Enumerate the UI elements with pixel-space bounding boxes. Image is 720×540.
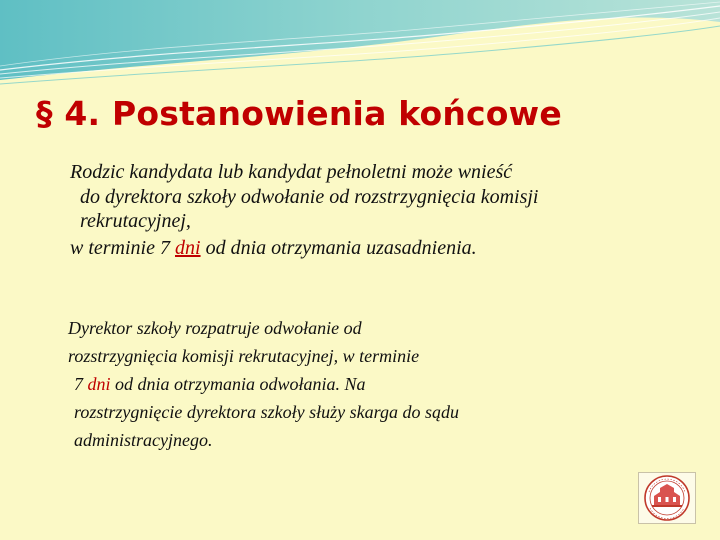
decorative-wave-band: [0, 0, 720, 90]
paragraph1-line1: Rodzic kandydata lub kandydat pełnoletni może wnieść: [70, 161, 513, 183]
slide-title: § 4. Postanowienia końcowe: [36, 94, 562, 133]
paragraph2-line2: rozstrzygnięcia komisji rekrutacyjnej, w terminie: [68, 346, 420, 366]
paragraph1-days-number: 7: [160, 236, 170, 259]
appeal-paragraph: [70, 160, 670, 260]
director-paragraph: [68, 314, 628, 454]
school-emblem-icon: [638, 472, 696, 524]
paragraph2-days-number: 7: [74, 374, 83, 394]
paragraph2-line5: administracyjnego.: [74, 430, 213, 450]
paragraph1-line2: do dyrektora szkoły odwołanie od rozstrzygnięcia komisji: [80, 185, 539, 208]
paragraph2-line3: [68, 370, 628, 398]
paragraph1-line4: [70, 236, 670, 261]
paragraph1-line4-after: od dnia otrzymania uzasadnienia.: [200, 236, 477, 259]
paragraph2-line1: Dyrektor szkoły rozpatruje odwołanie od: [68, 318, 362, 338]
paragraph2-line4: rozstrzygnięcie dyrektora szkoły służy skarga do sądu: [74, 402, 459, 422]
paragraph1-line3: rekrutacyjnej,: [80, 210, 191, 232]
paragraph1-days-highlight: dni: [175, 236, 201, 259]
paragraph2-line3-after: od dnia otrzymania odwołania. Na: [110, 374, 366, 394]
paragraph2-days-highlight: dni: [87, 374, 111, 394]
paragraph1-line4-before: w terminie: [70, 236, 160, 259]
